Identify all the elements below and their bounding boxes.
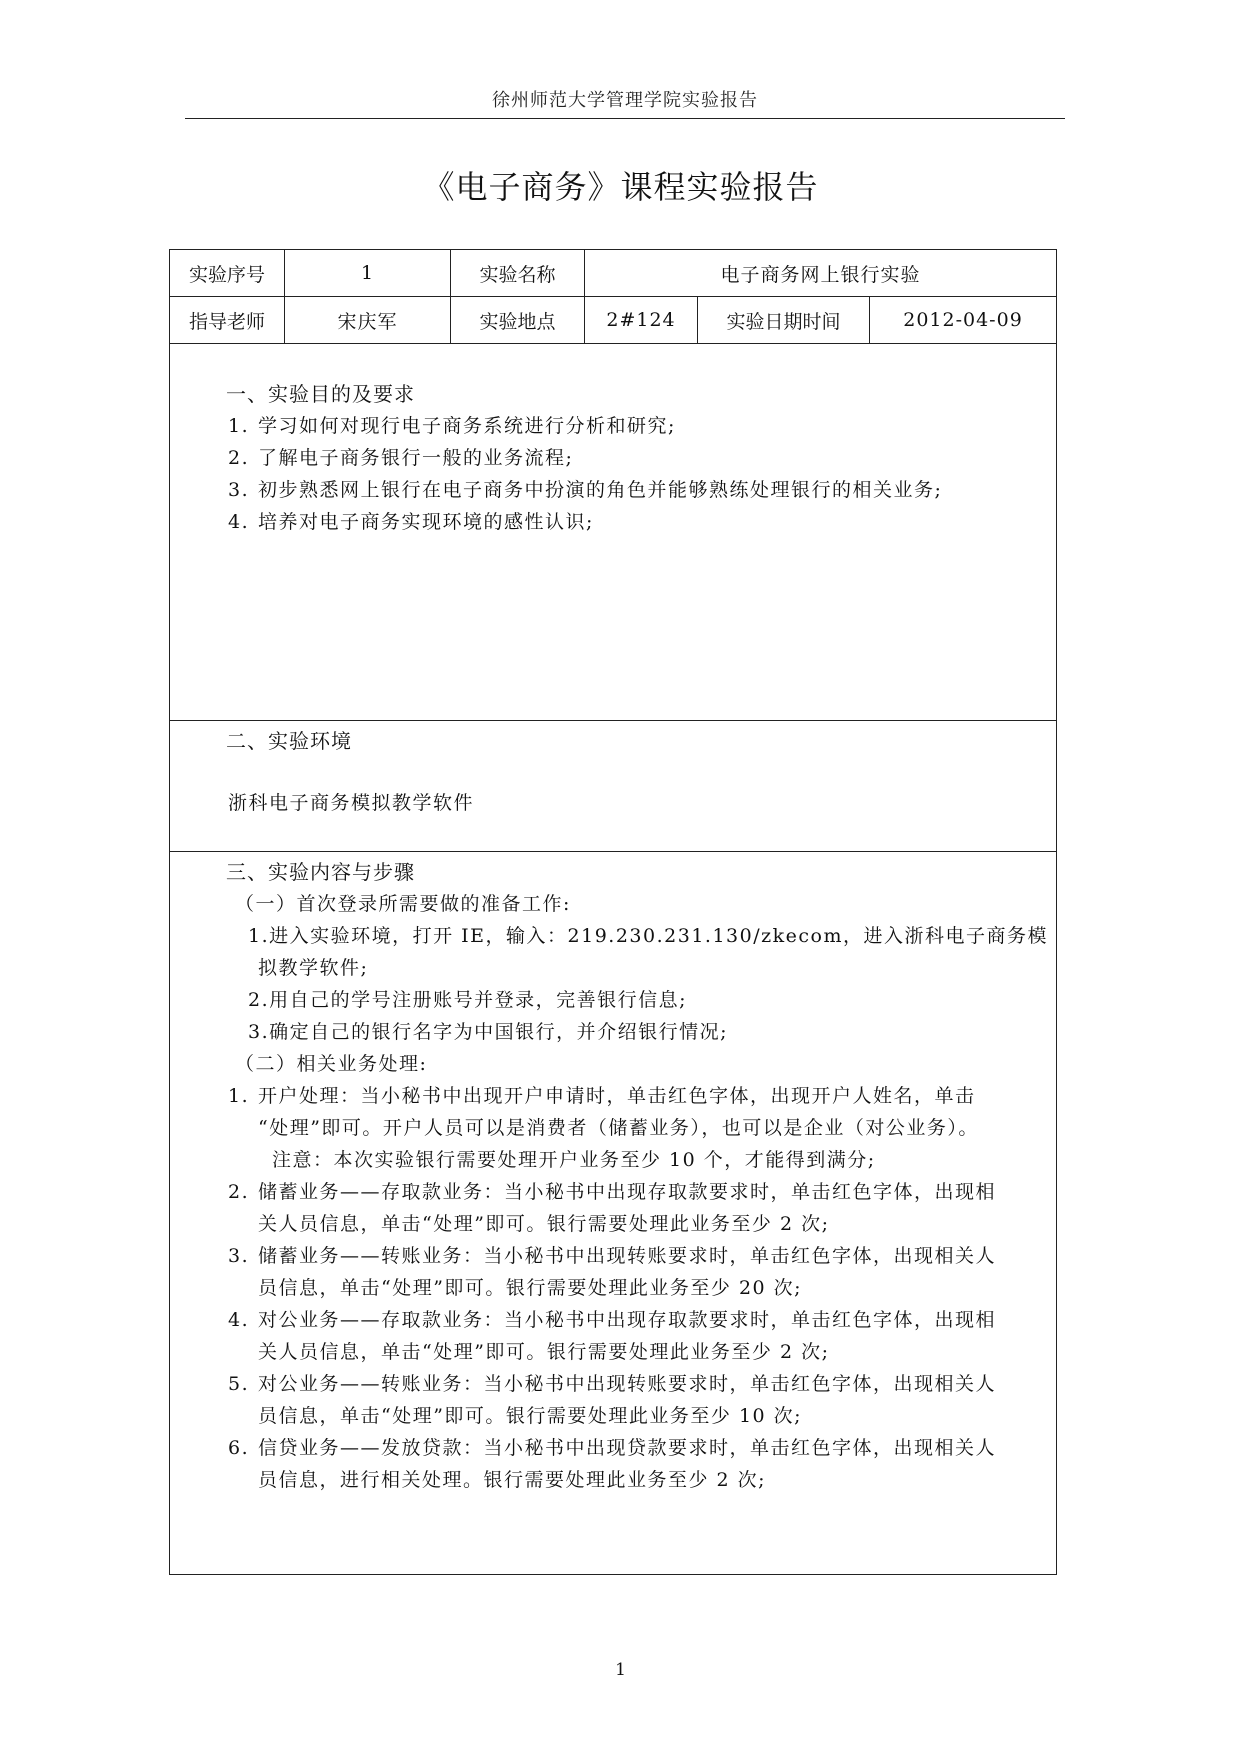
page-header: 徐州师范大学管理学院实验报告 — [185, 86, 1065, 119]
report-table — [169, 249, 1057, 1575]
name-label: 实验名称 — [451, 250, 585, 297]
subsection-title: （一）首次登录所需要做的准备工作: — [235, 893, 571, 915]
list-item: 1. 开户处理：当小秘书中出现开户申请时，单击红色字体，出现开户人姓名，单击 — [228, 1085, 976, 1107]
section-title: 一、实验目的及要求 — [226, 382, 415, 406]
place-label: 实验地点 — [451, 297, 585, 344]
date-label: 实验日期时间 — [698, 297, 870, 344]
section-objectives — [170, 344, 1057, 721]
name-value: 电子商务网上银行实验 — [585, 250, 1057, 297]
list-item-continued: 关人员信息，单击“处理”即可。银行需要处理此业务至少 2 次; — [258, 1341, 830, 1363]
date-value: 2012-04-09 — [870, 297, 1057, 344]
list-item: 4. 对公业务——存取款业务：当小秘书中出现存取款要求时，单击红色字体，出现相 — [228, 1309, 997, 1331]
list-item: 3. 初步熟悉网上银行在电子商务中扮演的角色并能够熟练处理银行的相关业务; — [228, 479, 943, 501]
list-item: 6. 信贷业务——发放贷款：当小秘书中出现贷款要求时，单击红色字体，出现相关人 — [228, 1437, 997, 1459]
list-item: 4. 培养对电子商务实现环境的感性认识; — [228, 511, 594, 533]
list-item: 5. 对公业务——转账业务：当小秘书中出现转账要求时，单击红色字体，出现相关人 — [228, 1373, 997, 1395]
environment-text: 浙科电子商务模拟教学软件 — [228, 792, 475, 814]
list-item-continued: 员信息，进行相关处理。银行需要处理此业务至少 2 次; — [258, 1469, 767, 1491]
list-item-continued: 员信息，单击“处理”即可。银行需要处理此业务至少 20 次; — [258, 1277, 803, 1299]
list-item: 2. 储蓄业务——存取款业务：当小秘书中出现存取款要求时，单击红色字体，出现相 — [228, 1181, 997, 1203]
document-title: 《电子商务》课程实验报告 — [422, 168, 819, 206]
list-item-continued: 关人员信息，单击“处理”即可。银行需要处理此业务至少 2 次; — [258, 1213, 830, 1235]
list-item-continued: 拟教学软件; — [258, 957, 369, 979]
note-text: 注意：本次实验银行需要处理开户业务至少 10 个，才能得到满分; — [272, 1149, 876, 1171]
list-item: 3. 储蓄业务——转账业务：当小秘书中出现转账要求时，单击红色字体，出现相关人 — [228, 1245, 997, 1267]
list-item: 1. 学习如何对现行电子商务系统进行分析和研究; — [228, 415, 676, 437]
section-environment — [170, 721, 1057, 852]
subsection-title: （二）相关业务处理: — [235, 1053, 428, 1075]
info-row-1 — [170, 250, 1057, 297]
place-value: 2#124 — [585, 297, 698, 344]
section-title: 二、实验环境 — [226, 729, 352, 753]
list-item-continued: 员信息，单击“处理”即可。银行需要处理此业务至少 10 次; — [258, 1405, 803, 1427]
teacher-label: 指导老师 — [170, 297, 285, 344]
list-item: 3.确定自己的银行名字为中国银行，并介绍银行情况; — [248, 1021, 729, 1043]
section-content — [170, 852, 1057, 1575]
list-item: 2. 了解电子商务银行一般的业务流程; — [228, 447, 574, 469]
list-item: 2.用自己的学号注册账号并登录，完善银行信息; — [248, 989, 688, 1011]
list-item-continued: “处理”即可。开户人员可以是消费者（储蓄业务），也可以是企业（对公业务）。 — [258, 1117, 979, 1139]
list-item: 1.进入实验环境，打开 IE，输入：219.230.231.130/zkecom，进入浙科电子商务模 — [248, 925, 1048, 947]
section-title: 三、实验内容与步骤 — [226, 860, 415, 884]
teacher-value: 宋庆军 — [285, 297, 451, 344]
info-row-2 — [170, 297, 1057, 344]
seq-label: 实验序号 — [170, 250, 285, 297]
seq-value: 1 — [285, 250, 451, 297]
page-number: 1 — [615, 1660, 626, 1680]
